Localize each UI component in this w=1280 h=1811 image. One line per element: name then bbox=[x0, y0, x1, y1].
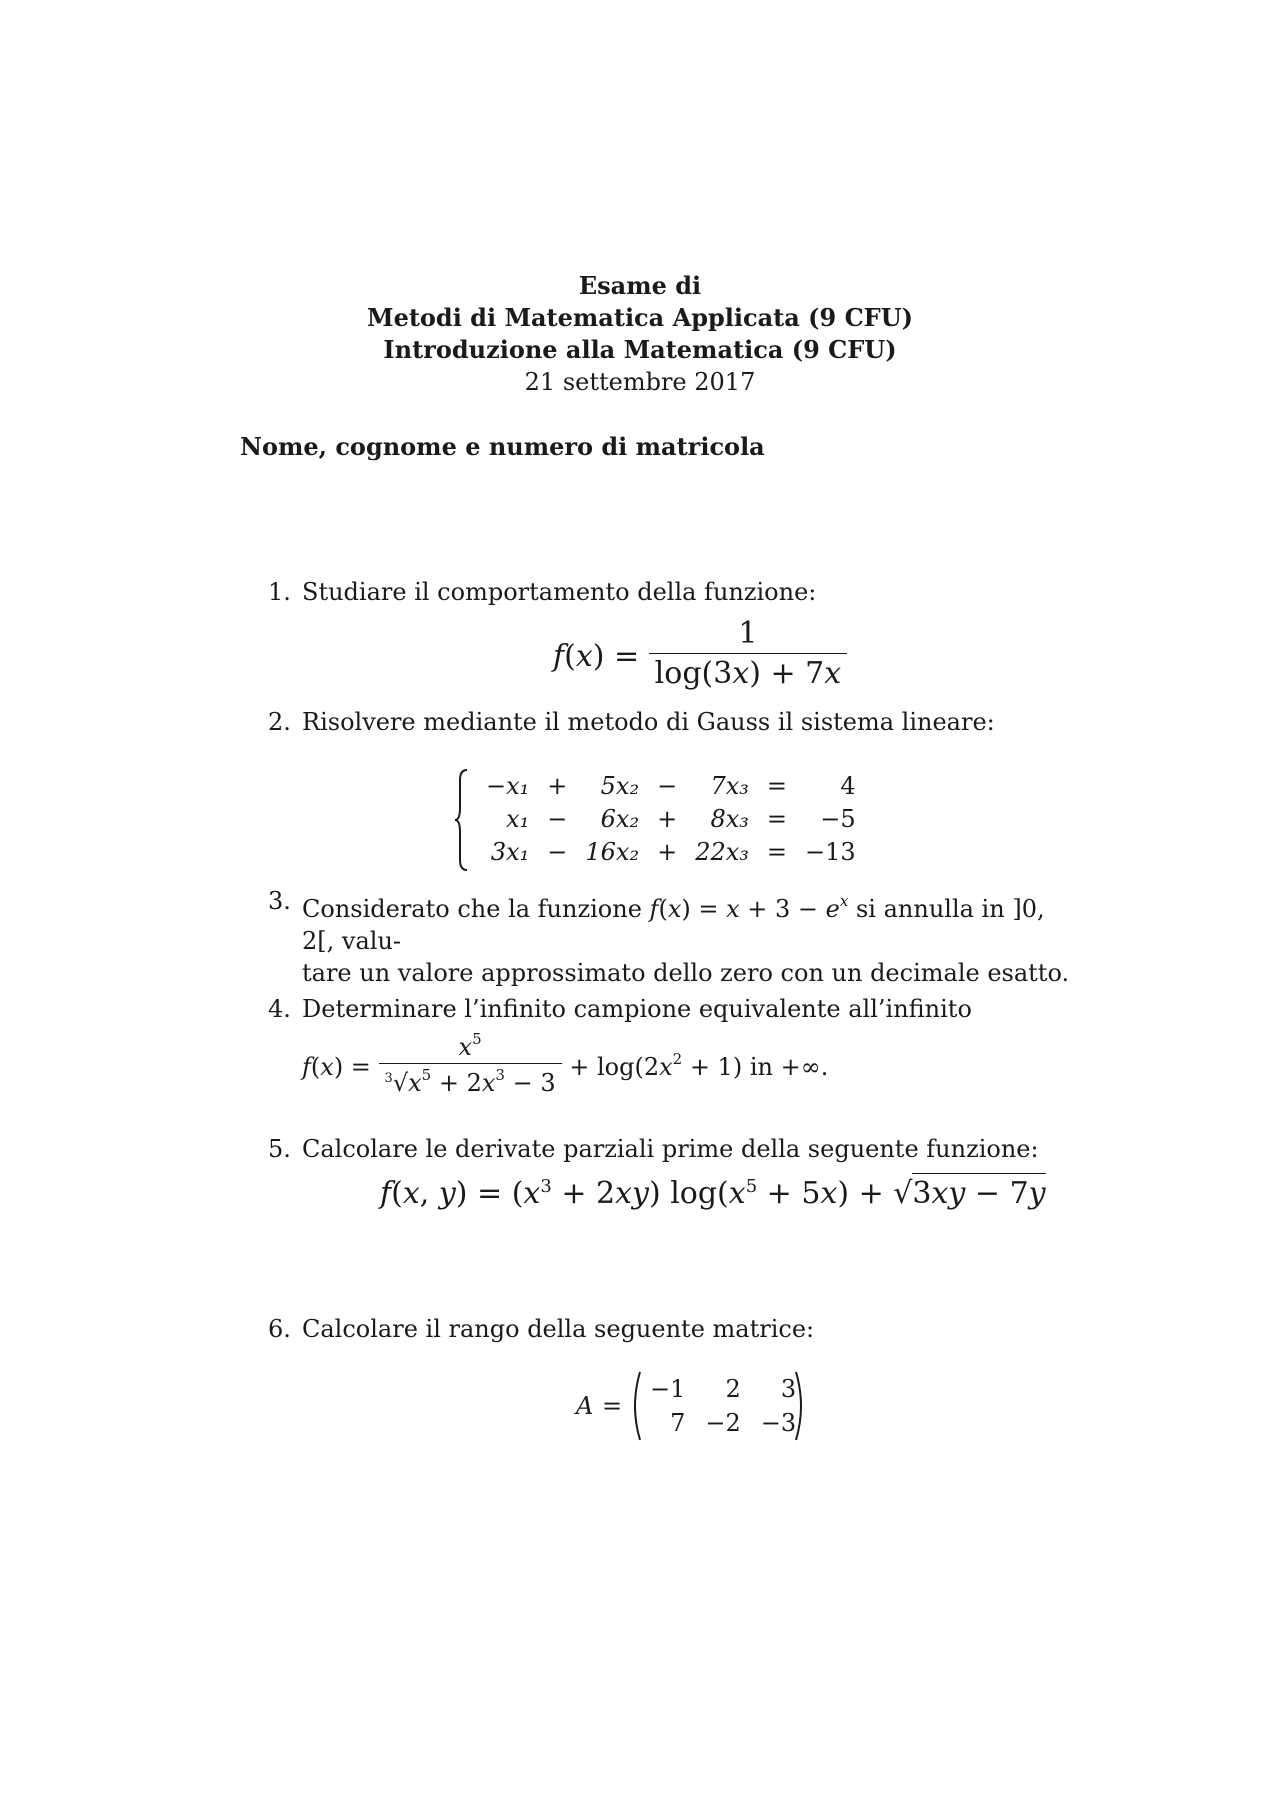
header-line-3: Introduzione alla Matematica (9 CFU) bbox=[383, 335, 897, 364]
system-cell: −x₁ bbox=[486, 772, 530, 800]
system-cell: −5 bbox=[820, 805, 856, 833]
system-cell: + bbox=[657, 805, 678, 833]
system-cell: + bbox=[547, 772, 568, 800]
exam-date: 21 settembre 2017 bbox=[524, 368, 756, 396]
system-cell: = bbox=[766, 805, 787, 833]
matrix-cell: 7 bbox=[670, 1409, 686, 1437]
exercise-number: 1. bbox=[268, 578, 291, 606]
matrix-cell: 2 bbox=[725, 1375, 741, 1403]
system-cell: 3x₁ bbox=[490, 838, 530, 866]
matrix-name: A bbox=[576, 1392, 594, 1420]
system-row bbox=[478, 836, 864, 869]
matrix-cell: −1 bbox=[650, 1375, 686, 1403]
system-cell: − bbox=[547, 838, 568, 866]
system-cell: = bbox=[766, 838, 787, 866]
exercise-text: Calcolare le derivate parziali prime della seguente funzione: bbox=[302, 1135, 1039, 1163]
exercise-text: Calcolare il rango della seguente matrice: bbox=[302, 1315, 815, 1343]
system-cell: x₁ bbox=[506, 805, 530, 833]
exercise-text: Considerato che la funzione $f(x) = x + 3 - e^x$ si annulla in ]0, 2[, valu- tare un valore approssimato dello zero con un decimale esatto. bbox=[302, 892, 1070, 987]
system-cell: = bbox=[766, 772, 787, 800]
exercise-number: 5. bbox=[268, 1135, 291, 1163]
student-info-label: Nome, cognome e numero di matricola bbox=[240, 432, 765, 461]
system-cell: 8x₃ bbox=[710, 805, 749, 833]
header-line-2: Metodi di Matematica Applicata (9 CFU) bbox=[367, 303, 913, 332]
system-cell: 5x₂ bbox=[600, 772, 640, 800]
exam-header bbox=[0, 270, 1280, 398]
system-cell: 16x₂ bbox=[585, 838, 640, 866]
exercise-text: Studiare il comportamento della funzione: bbox=[302, 578, 817, 606]
system-cell: 4 bbox=[840, 772, 856, 800]
system-cell: − bbox=[547, 805, 568, 833]
exercise-text: Determinare l’infinito campione equivalente all’infinito bbox=[302, 995, 972, 1023]
system-cell: 6x₂ bbox=[600, 805, 640, 833]
system-row bbox=[478, 770, 864, 803]
system-cell: 7x₃ bbox=[710, 772, 749, 800]
exercise-number: 4. bbox=[268, 995, 291, 1023]
matrix-cell: −3 bbox=[760, 1409, 797, 1437]
header-line-1: Esame di bbox=[578, 271, 702, 300]
matrix-row bbox=[640, 1372, 806, 1406]
exercise-number: 3. bbox=[268, 887, 291, 915]
exercise-number: 6. bbox=[268, 1315, 291, 1343]
exercise-text: Risolvere mediante il metodo di Gauss il sistema lineare: bbox=[302, 708, 995, 736]
system-cell: 22x₃ bbox=[695, 838, 749, 866]
system-row bbox=[478, 803, 864, 836]
system-cell: −13 bbox=[805, 838, 856, 866]
matrix-row bbox=[640, 1406, 806, 1440]
exercise-number: 2. bbox=[268, 708, 291, 736]
linear-system bbox=[478, 770, 864, 869]
right-paren-icon bbox=[794, 1370, 808, 1442]
exam-page: Esame di Metodi di Matematica Applicata (9 CFU) Introduzione alla Matematica (9 CFU) 21 settembre 2017 Nome, cognome e numero di matricola 1. Studiare il comportamento della funzione: f(x) = $\frac{1}{\log(3x) + 7x}$ 2. Risolvere mediante il metodo di Gauss il sistema lineare: −x₁ + 5x₂ − 7x₃ = 4 x₁ − 6x₂ + 8x₃ = −5 3x₁ − 16x₂ + 22x₃ = −13 3. Considerato che la funzione $f(x) = x + 3 - e^x$ si annulla in ]0, 2[, valu- tare un valore approssimato dello zero con un decimale esatto. 4. Determinare l’infinito campione equivalente all’infinito f(x) = $\frac{x^5}{^3√x^5 + 2x^3 - 3}$ + $\log(2x^2 + 1)$ in +∞. 5. Calcolare le derivate parziali prime della seguente funzione: f(x, $y) = (x^3 + 2xy) \log(x^5 + 5x) + √3xy - 7y$ 6. Calcolare il rango della seguente matrice: A = −1 2 3 7 −2 −3 bbox=[0, 0, 1280, 1811]
matrix-cell: 3 bbox=[780, 1375, 797, 1403]
left-brace-icon bbox=[454, 768, 468, 872]
system-cell: + bbox=[657, 838, 678, 866]
matrix-cell: −2 bbox=[705, 1409, 741, 1437]
system-cell: − bbox=[657, 772, 678, 800]
